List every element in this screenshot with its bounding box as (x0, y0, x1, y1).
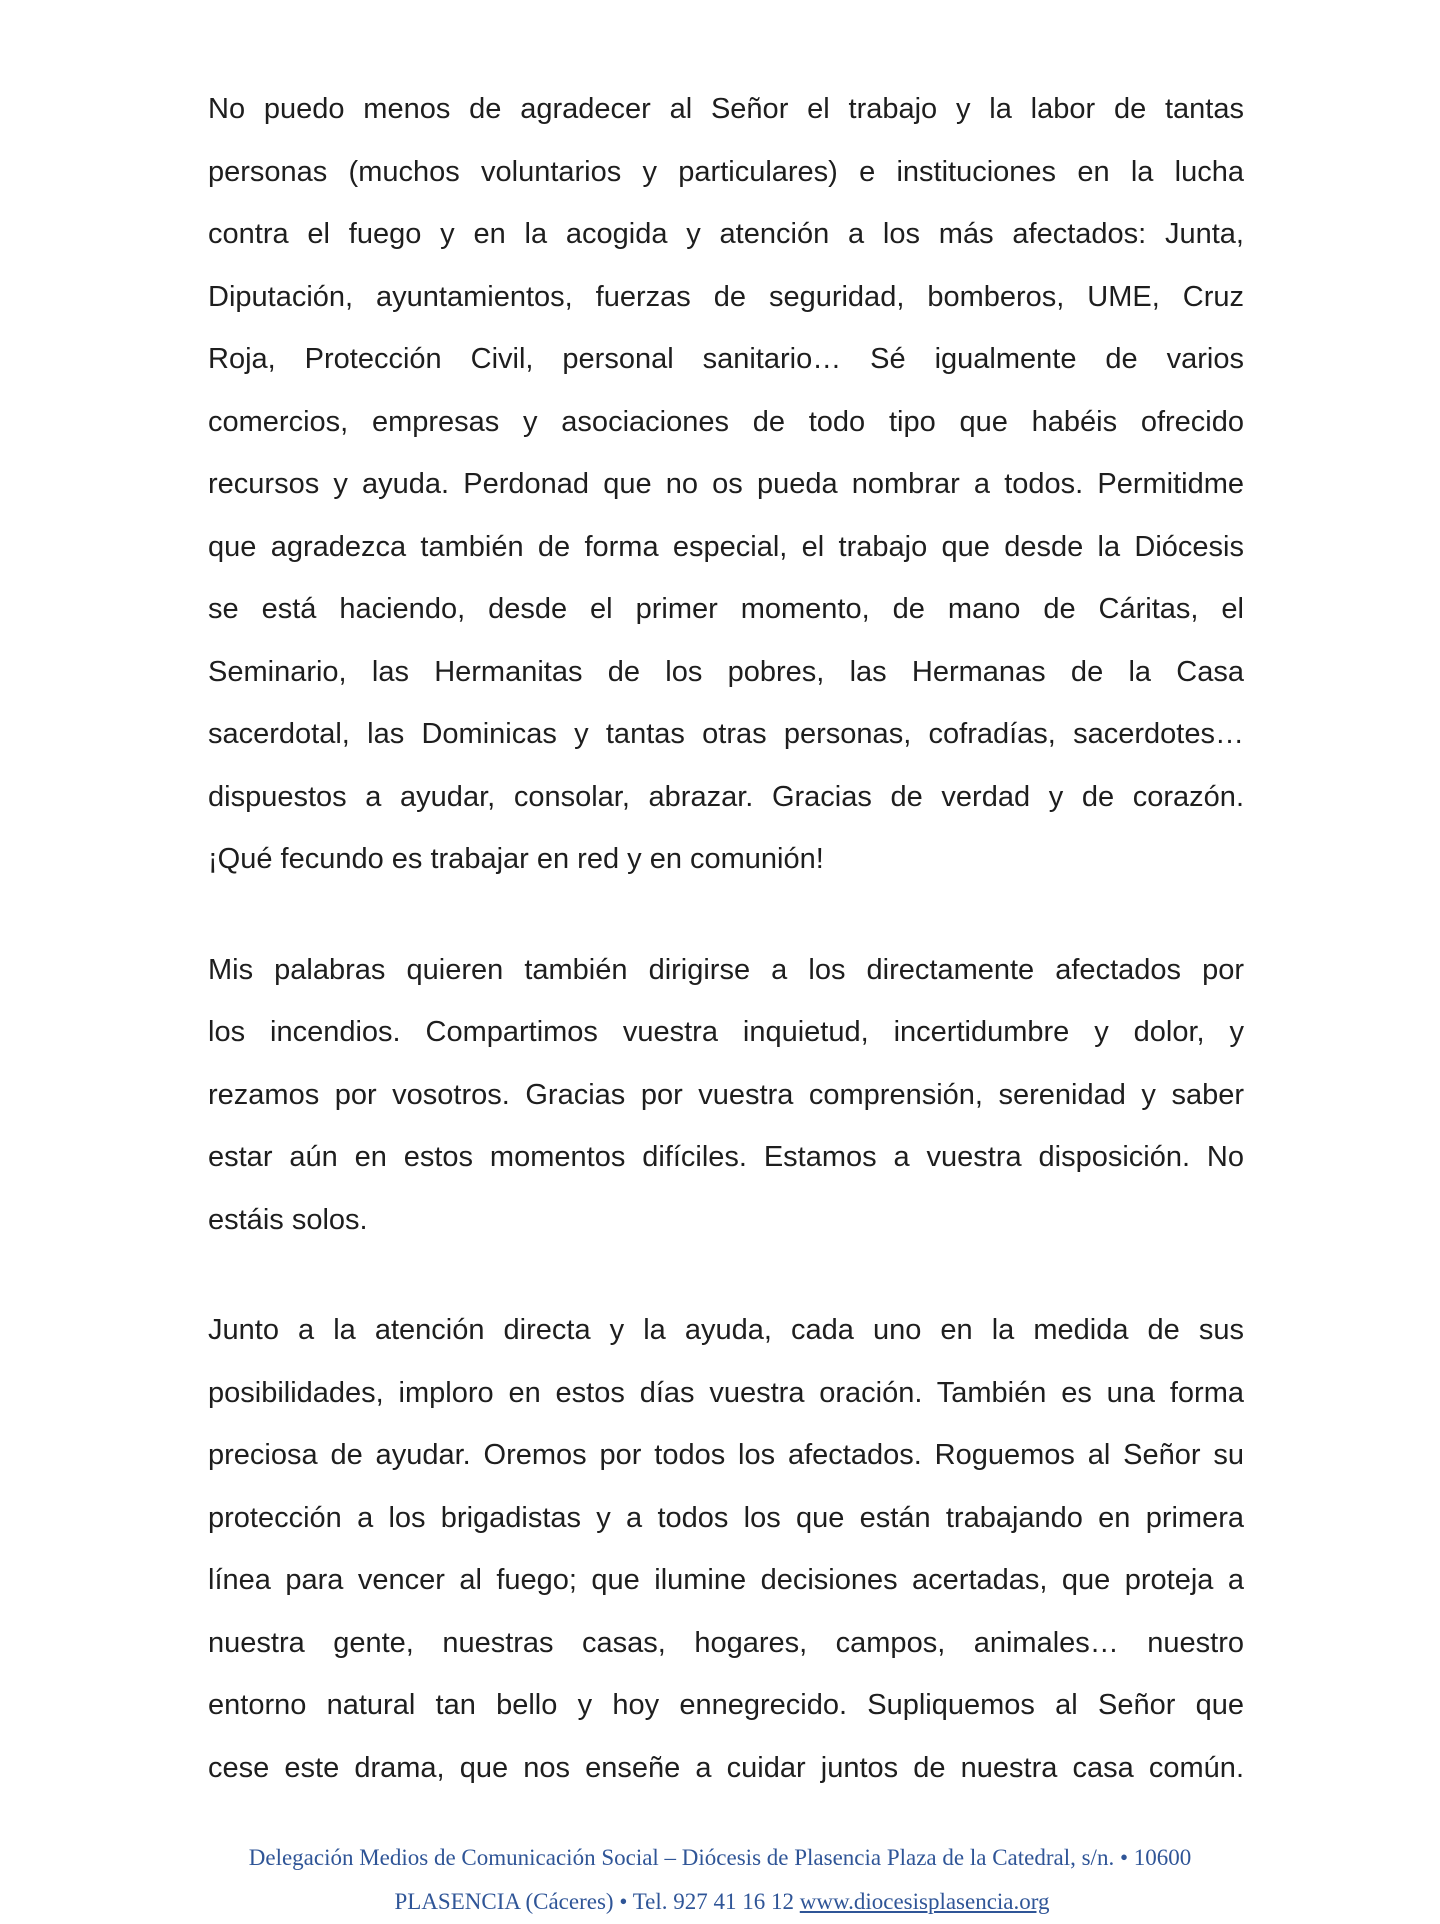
paragraph-1 (208, 78, 1244, 891)
text-line: Diputación, ayuntamientos, fuerzas de seguridad, bomberos, UME, Cruz (208, 280, 1244, 313)
text-line: Junto a la atención directa y la ayuda, cada uno en la medida de sus (208, 1314, 1244, 1346)
text-line: recursos y ayuda. Perdonad que no os pueda nombrar a todos. Permitidme (208, 468, 1244, 500)
paragraph-3 (208, 1299, 1244, 1799)
footer-address: Delegación Medios de Comunicación Social – Diócesis de Plasencia Plaza de la Catedral, s/n. • 10600 (248, 1845, 1192, 1870)
text-line: línea para vencer al fuego; que ilumine decisiones acertadas, que proteja a (208, 1564, 1244, 1596)
text-line: nuestra gente, nuestras casas, hogares, campos, animales… nuestro (208, 1626, 1244, 1659)
text-line: estáis solos. (208, 1203, 368, 1236)
text-line: que agradezca también de forma especial, el trabajo que desde la Diócesis (208, 530, 1244, 563)
footer-city-phone: PLASENCIA (Cáceres) • Tel. 927 41 16 12 (394, 1889, 800, 1914)
website-link[interactable]: www.diocesisplasencia.org (799, 1889, 1050, 1914)
text-line: sacerdotal, las Dominicas y tantas otras personas, cofradías, sacerdotes… (208, 718, 1244, 750)
text-line: los incendios. Compartimos vuestra inquietud, incertidumbre y dolor, y (208, 1016, 1244, 1048)
footer-contact (0, 1880, 1440, 1924)
text-line: cese este drama, que nos enseñe a cuidar juntos de nuestra casa común. (208, 1751, 1244, 1784)
text-line: se está haciendo, desde el primer momento, de mano de Cáritas, el (208, 593, 1244, 625)
paragraph-spacer (208, 1251, 1244, 1299)
text-line: comercios, empresas y asociaciones de todo tipo que habéis ofrecido (208, 405, 1244, 438)
text-line: No puedo menos de agradecer al Señor el trabajo y la labor de tantas (208, 93, 1244, 125)
text-line: Mis palabras quieren también dirigirse a los directamente afectados por (208, 953, 1244, 986)
text-line: dispuestos a ayudar, consolar, abrazar. Gracias de verdad y de corazón. (208, 780, 1244, 813)
page-footer (0, 1836, 1440, 1924)
text-line: protección a los brigadistas y a todos los que están trabajando en primera (208, 1501, 1244, 1534)
paragraph-spacer (208, 891, 1244, 939)
text-line: rezamos por vosotros. Gracias por vuestra comprensión, serenidad y saber (208, 1078, 1244, 1111)
text-line: contra el fuego y en la acogida y atención a los más afectados: Junta, (208, 218, 1244, 250)
text-line: personas (muchos voluntarios y particulares) e instituciones en la lucha (208, 155, 1244, 188)
text-line: ¡Qué fecundo es trabajar en red y en comunión! (208, 843, 824, 875)
paragraph-2 (208, 939, 1244, 1252)
text-line: posibilidades, imploro en estos días vuestra oración. También es una forma (208, 1376, 1244, 1409)
text-line: Seminario, las Hermanitas de los pobres, las Hermanas de la Casa (208, 655, 1244, 688)
text-line: entorno natural tan bello y hoy ennegrecido. Supliquemos al Señor que (208, 1689, 1244, 1721)
text-line: estar aún en estos momentos difíciles. Estamos a vuestra disposición. No (208, 1141, 1244, 1173)
text-line: Roja, Protección Civil, personal sanitario… Sé igualmente de varios (208, 343, 1244, 375)
letter-body (208, 78, 1244, 1799)
text-line: preciosa de ayudar. Oremos por todos los afectados. Roguemos al Señor su (208, 1439, 1244, 1471)
